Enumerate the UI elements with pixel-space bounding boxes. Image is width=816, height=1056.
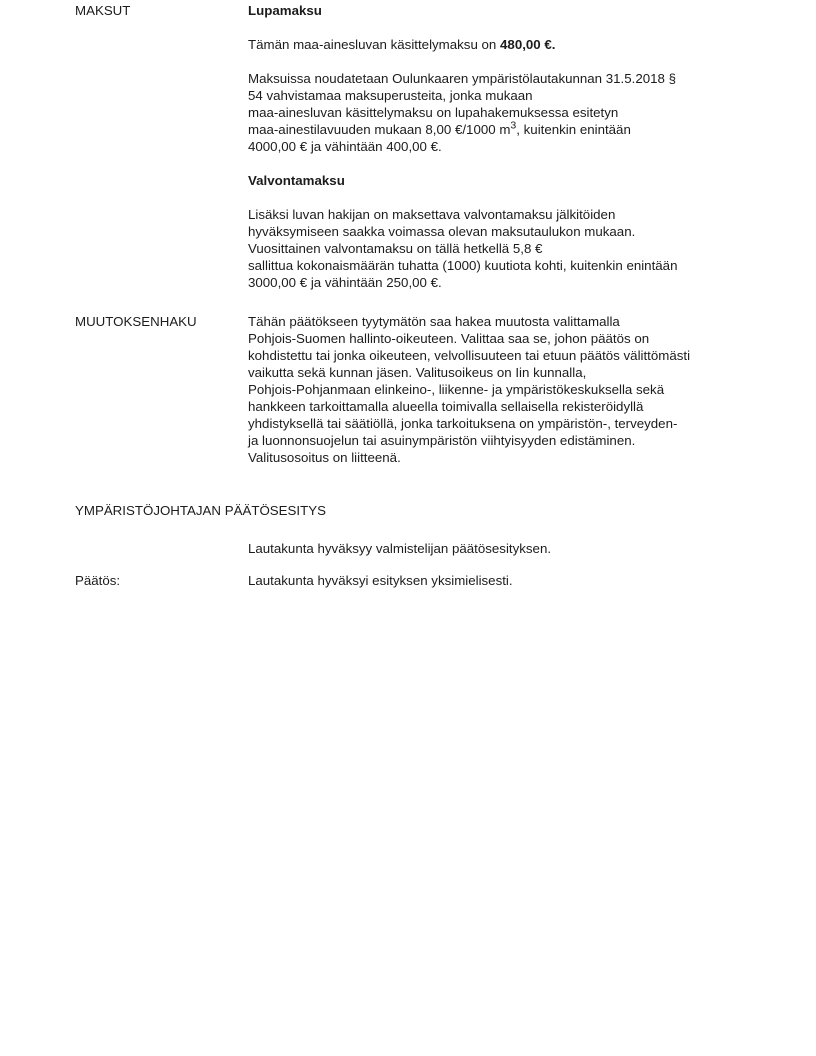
proposal-text: Lautakunta hyväksyy valmistelijan päätösesityksen. <box>248 541 552 556</box>
basis-line-pre: maa-ainestilavuuden mukaan 8,00 €/1000 m <box>248 122 511 137</box>
text-line-superscript <box>248 121 753 138</box>
decision-text: Lautakunta hyväksyi esityksen yksimielisesti. <box>248 573 513 588</box>
text-line: Tähän päätökseen tyytymätön saa hakea muutosta valittamalla <box>248 314 620 329</box>
text-line: hankkeen tarkoittamalla alueella toimivalla sellaisella rekisteröidyllä <box>248 399 644 414</box>
text-line: ja luonnonsuojelun tai asuinympäristön viihtyisyyden edistäminen. <box>248 433 636 448</box>
text-line: yhdistyksellä tai säätiöllä, jonka tarkoituksena on ympäristön-, terveyden- <box>248 416 678 431</box>
decision-label: Päätös: <box>75 573 121 588</box>
fee-amount: 480,00 €. <box>500 37 556 52</box>
section-label-muutoksenhaku: MUUTOKSENHAKU <box>75 314 197 329</box>
text-line: Maksuissa noudatetaan Oulunkaaren ympäristölautakunnan 31.5.2018 § <box>248 71 677 86</box>
muutoksenhaku-paragraph <box>248 313 753 466</box>
text-line: 54 vahvistamaa maksuperusteita, jonka mukaan <box>248 88 533 103</box>
maksut-content <box>248 2 753 291</box>
text-line: vaikutta sekä kunnan jäsen. Valitusoikeus on Iin kunnalla, <box>248 365 587 380</box>
fee-sentence <box>248 36 753 53</box>
text-line: sallittua kokonaismäärän tuhatta (1000) kuutiota kohti, kuitenkin enintään <box>248 258 678 273</box>
text-line: Pohjois-Suomen hallinto-oikeuteen. Valittaa saa se, johon päätös on <box>248 331 650 346</box>
fee-sentence-prefix: Tämän maa-ainesluvan käsittelymaksu on <box>248 37 501 52</box>
heading-valvontamaksu: Valvontamaksu <box>248 173 345 188</box>
text-line: maa-ainesluvan käsittelymaksu on lupahakemuksessa esitetyn <box>248 105 619 120</box>
heading-paatosesitys: YMPÄRISTÖJOHTAJAN PÄÄTÖSESITYS <box>75 503 326 518</box>
fee-basis-paragraph <box>248 70 753 155</box>
basis-line-post: , kuitenkin enintään <box>516 122 631 137</box>
text-line: 4000,00 € ja vähintään 400,00 €. <box>248 139 442 154</box>
section-muutoksenhaku <box>75 313 816 466</box>
text-line: Pohjois-Pohjanmaan elinkeino-, liikenne- ja ympäristökeskuksella sekä <box>248 382 665 397</box>
text-line: Valitusosoitus on liitteenä. <box>248 450 401 465</box>
text-line: Vuosittainen valvontamaksu on tällä hetkellä 5,8 € <box>248 241 543 256</box>
decision-row <box>75 572 816 589</box>
cubic-meter-superscript: 3 <box>510 119 517 132</box>
section-label-maksut: MAKSUT <box>75 3 131 18</box>
proposal-row <box>75 540 816 557</box>
text-line: kohdistettu tai jonka oikeuteen, velvollisuuteen tai etuun päätös välittömästi <box>248 348 691 363</box>
text-line: hyväksymiseen saakka voimassa olevan maksutaulukon mukaan. <box>248 224 636 239</box>
valvontamaksu-paragraph <box>248 206 753 291</box>
text-line: Lisäksi luvan hakijan on maksettava valvontamaksu jälkitöiden <box>248 207 616 222</box>
text-line: 3000,00 € ja vähintään 250,00 €. <box>248 275 442 290</box>
heading-lupamaksu: Lupamaksu <box>248 3 322 18</box>
section-maksut <box>75 2 816 291</box>
